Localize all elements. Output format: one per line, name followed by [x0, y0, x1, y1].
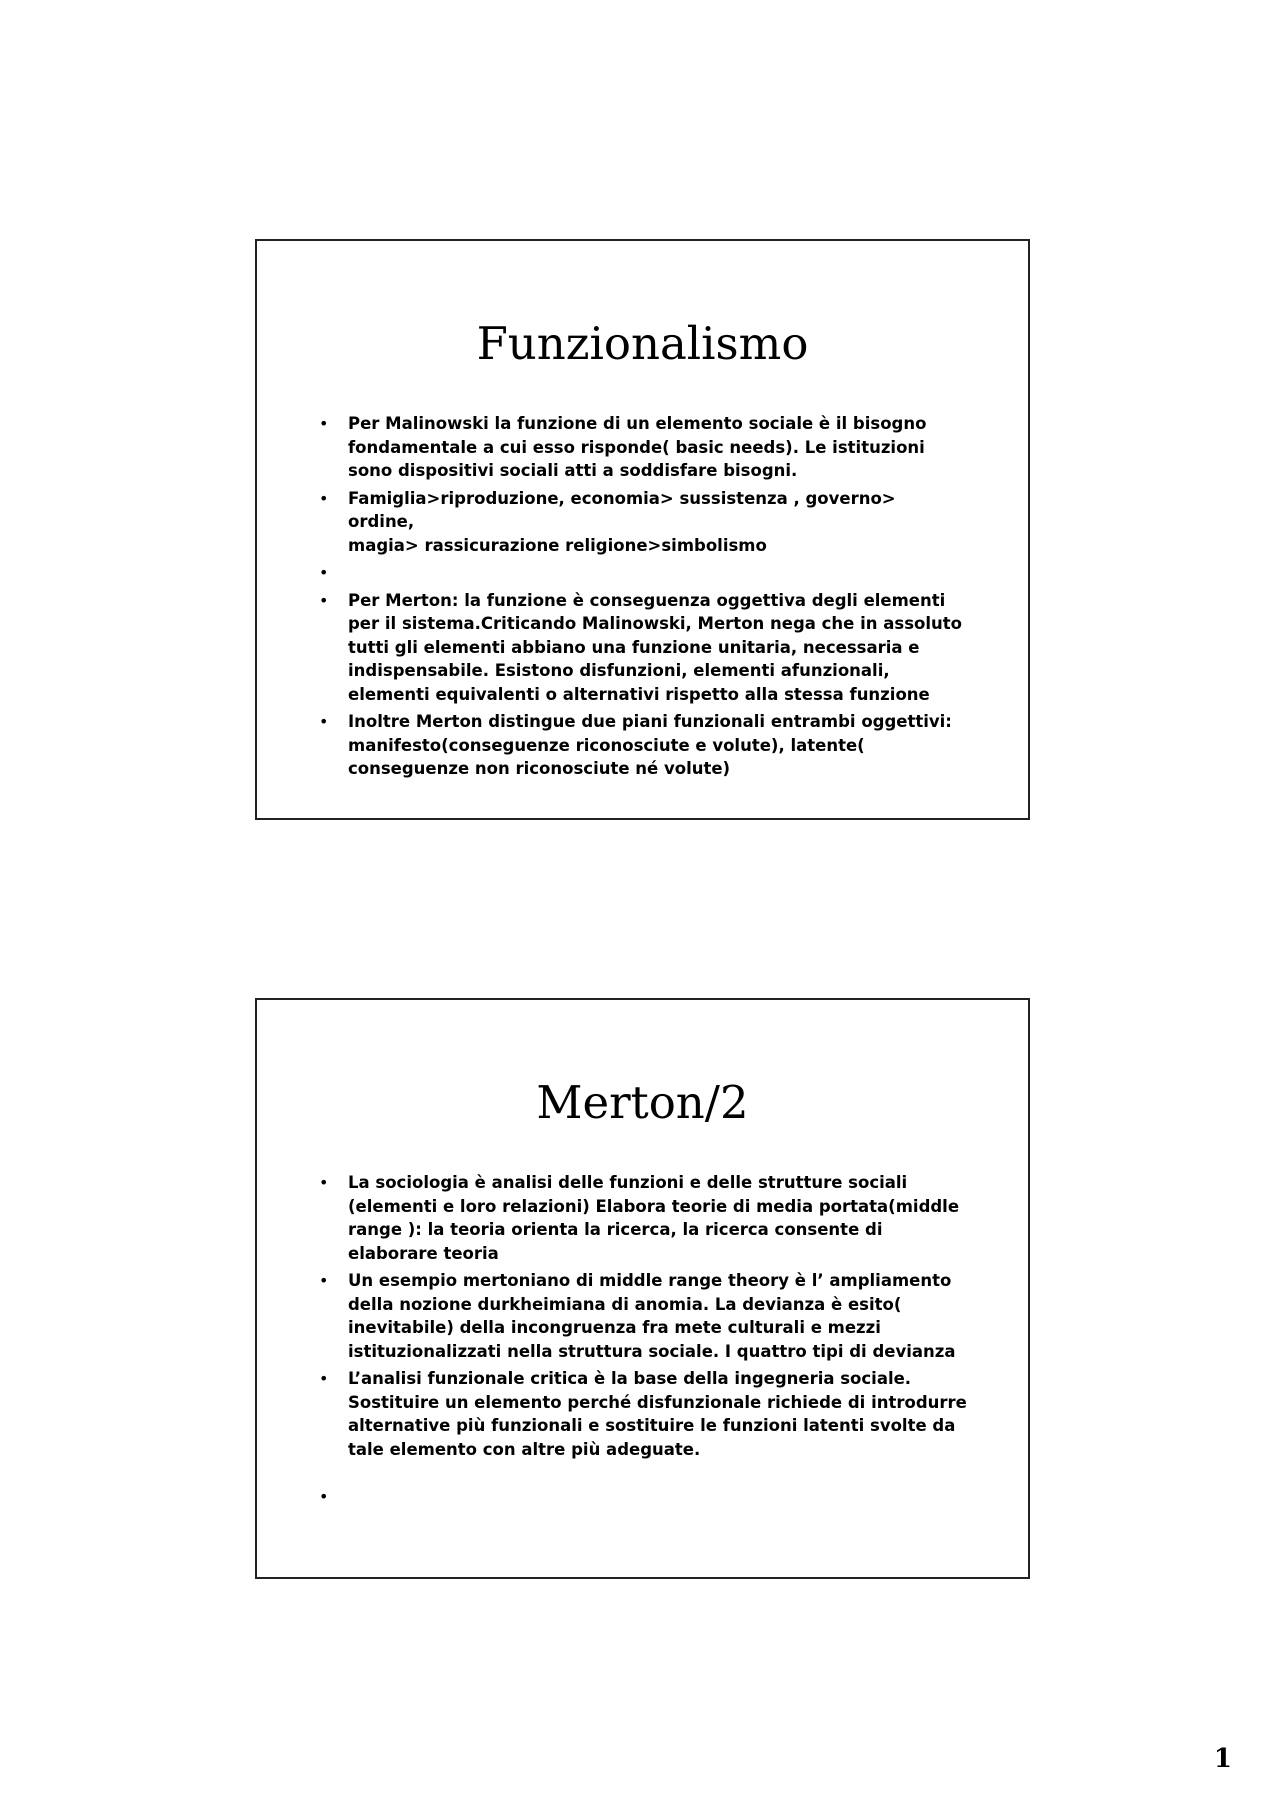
bullet-text: L’analisi funzionale critica è la base della ingegneria sociale. Sostituire un elemento perché disfunzionale richiede di introdurre alternative più funzionali e sostituire le funzioni latenti svolte da tale elemento con altre più adeguate.	[348, 1369, 967, 1459]
bullet-list	[319, 1171, 967, 1513]
page-number: 1	[1213, 1744, 1232, 1774]
bullet-text: Per Merton: la funzione è conseguenza oggettiva degli elementi per il sistema.Criticando Malinowski, Merton nega che in assoluto tutti gli elementi abbiano una funzione unitaria, necessaria e indispensabile. Esistono disfunzioni, elementi afunzionali, elementi equivalenti o alternativi rispetto alla stessa funzione	[348, 590, 962, 704]
bullet-text: Per Malinowski la funzione di un elemento sociale è il bisogno fondamentale a cui esso risponde( basic needs). Le istituzioni sono dispositivi sociali atti a soddisfare bisogni.	[348, 414, 927, 480]
bullet-text: Un esempio mertoniano di middle range theory è l’ ampliamento della nozione durkheimiana di anomia. La devianza è esito( inevitabile) della incongruenza fra mete culturali e mezzi istituzionalizzati nella struttura sociale. I quattro tipi di devianza	[348, 1271, 956, 1361]
bullet-text: Inoltre Merton distingue due piani funzionali entrambi oggettivi: manifesto(conseguenze riconosciute e volute), latente( conseguenze non riconosciute né volute)	[348, 712, 952, 778]
bullet-item	[319, 1367, 967, 1461]
bullet-item	[319, 1269, 967, 1363]
bullet-icon: •	[319, 590, 329, 610]
bullet-item-empty	[319, 561, 967, 585]
slide-merton-2	[255, 998, 1030, 1579]
bullet-item	[319, 487, 967, 558]
bullet-item	[319, 1171, 967, 1265]
bullet-icon: •	[319, 1271, 329, 1290]
bullet-list	[319, 412, 967, 785]
bullet-item	[319, 412, 967, 483]
slide-funzionalismo	[255, 239, 1030, 820]
bullet-icon: •	[319, 1487, 329, 1506]
bullet-icon: •	[319, 1369, 329, 1388]
bullet-item-empty	[319, 1485, 967, 1509]
bullet-text: Famiglia>riproduzione, economia> sussistenza , governo> ordine, magia> rassicurazione religione>simbolismo	[348, 488, 896, 555]
bullet-text: La sociologia è analisi delle funzioni e delle strutture sociali (elementi e loro relazioni) Elabora teorie di media portata(middle range ): la teoria orienta la ricerca, la ricerca consente di elaborare teoria	[348, 1173, 960, 1263]
bullet-icon: •	[319, 414, 329, 433]
bullet-icon: •	[319, 1173, 329, 1192]
bullet-item	[319, 710, 967, 781]
bullet-icon: •	[319, 712, 329, 731]
bullet-icon: •	[319, 563, 329, 582]
bullet-item	[319, 589, 967, 707]
bullet-icon: •	[319, 488, 329, 508]
slide-title: Merton/2	[536, 1076, 749, 1129]
slide-title: Funzionalismo	[476, 317, 809, 370]
